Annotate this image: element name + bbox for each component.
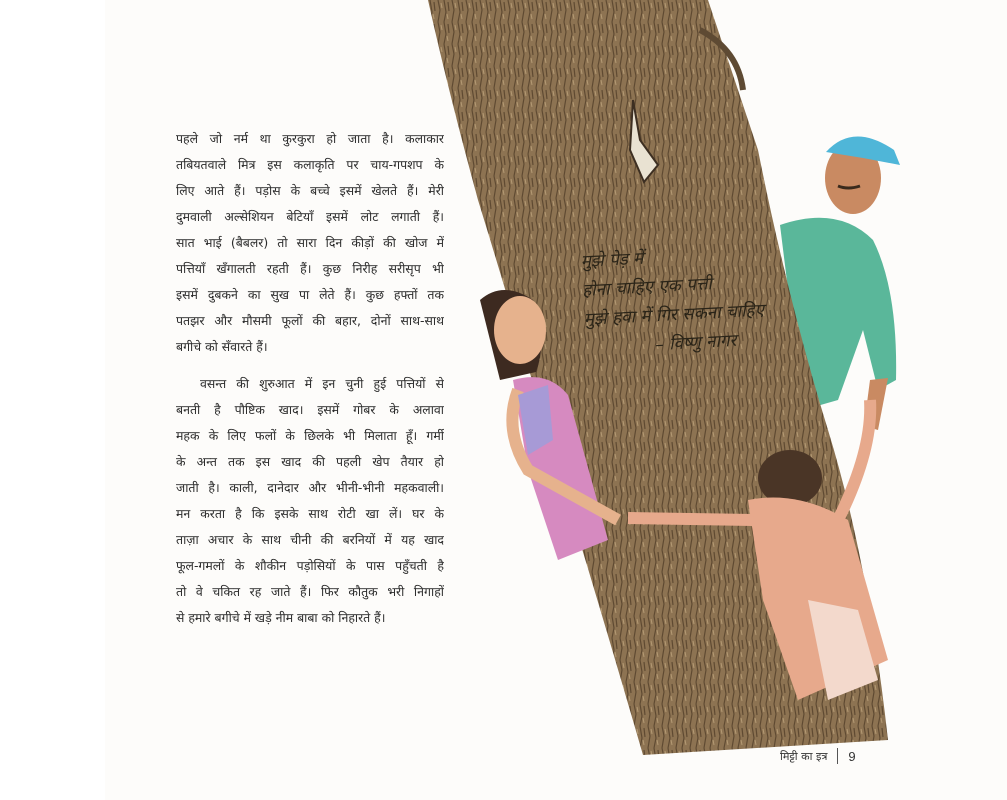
text-line: फूल-गमलों के शौकीन पड़ोसियों के पास पहुँचती है [176,558,444,573]
text-line: ताज़ा अचार के साथ चीनी की बरनियों में यह खाद [176,532,444,547]
poem-line: मुझे हवा में गिर सकना चाहिए [583,300,765,330]
text-line: दुमवाली अल्सेशियन बेटियाँ इसमें लोट लगाती हैं। [176,209,444,224]
text-line: लिए आते हैं। पड़ोस के बच्चे इसमें खेलते हैं। मेरी [176,183,444,198]
tree-illustration [408,0,908,755]
text-line: जाती है। काली, दानेदार और भीनी-भीनी महकवाली। [176,480,444,495]
page-left-margin [0,0,105,800]
text-line: पतझर और मौसमी फूलों की बहार, दोनों साथ-साथ [176,313,444,328]
text-line: महक के लिए फलों के छिलके भी मिलाता हूँ। गर्मी [176,428,444,443]
body-text [176,126,444,631]
page-footer [780,744,856,768]
poem-author: – विष्णु नागर [654,330,737,356]
text-line: पत्तियाँ खँगालती रहती हैं। कुछ निरीह सरीसृप भी [176,261,444,276]
text-line: मन करता है कि इसके साथ रोटी खा लें। घर के [176,506,444,521]
page-number: 9 [848,748,856,764]
poem-inscription [580,235,826,363]
text-line: पहले जो नर्म था कुरकुरा हो जाता है। कलाकार [176,131,444,146]
poem-line: होना चाहिए एक पत्ती [581,274,713,301]
text-line: वसन्त की शुरुआत में इन चुनी हुई पत्तियों से [200,376,444,391]
poem-line: मुझे पेड़ में [580,248,644,272]
paragraph-2 [176,371,444,631]
text-line: तबियतवाले मित्र इस कलाकृति पर चाय-गपशप के [176,157,444,172]
footer-title: मिट्टी का इत्र [780,749,828,763]
text-line: बगीचे को सँवारते हैं। [176,339,268,354]
text-line: सात भाई (बैबलर) तो सारा दिन कीड़ों की खोज में [176,235,444,250]
paragraph-1 [176,126,444,360]
text-line: बनती है पौष्टिक खाद। इसमें गोबर के अलावा [176,402,444,417]
text-line: इसमें दुबकने का सुख पा लेते हैं। कुछ हफ्तों तक [176,287,444,302]
text-line: के अन्त तक इस खाद की पहली खेप तैयार हो [176,454,444,469]
footer-divider [837,748,838,764]
text-line: तो वे चकित रह जाते हैं। फिर कौतुक भरी निगाहों [176,584,444,599]
text-line: से हमारे बगीचे में खड़े नीम बाबा को निहारते हैं। [176,610,386,625]
